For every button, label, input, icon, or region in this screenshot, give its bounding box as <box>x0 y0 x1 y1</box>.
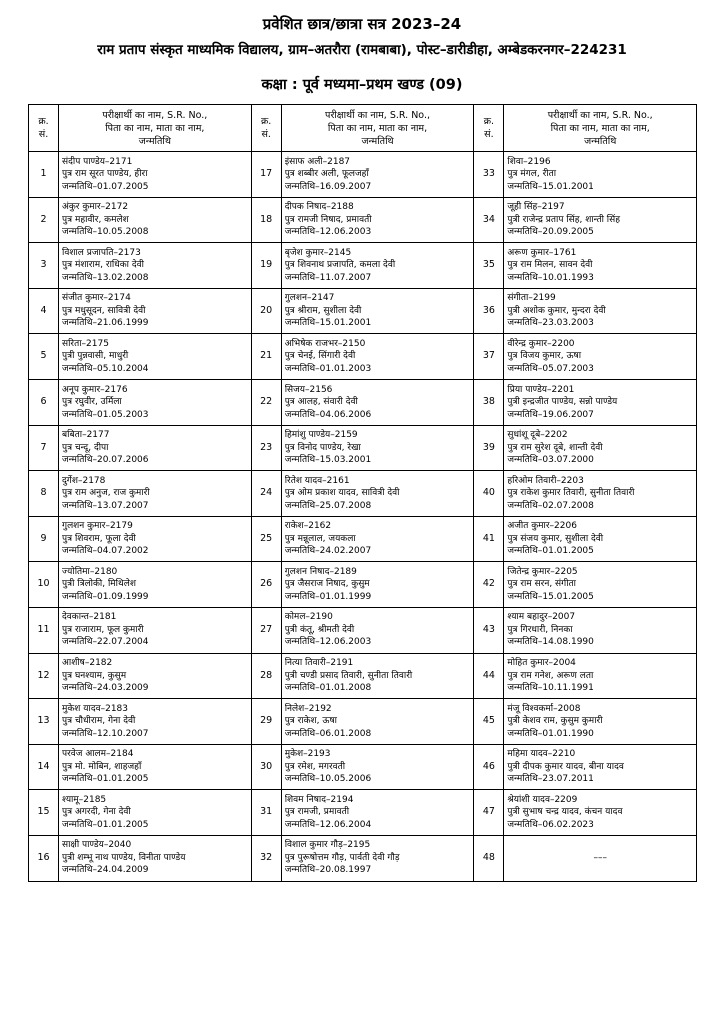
parent-names: पुत्र रामजी निषाद, प्रमावती <box>284 214 372 225</box>
birth-date: जन्मतिथि–04.06.2006 <box>284 409 372 420</box>
student-details <box>59 653 252 699</box>
student-name: निलेश–2192 <box>284 703 332 714</box>
parent-names: पुत्र राकेश कुमार तिवारी, सुनीता तिवारी <box>507 488 635 499</box>
birth-date: जन्मतिथि–13.07.2007 <box>62 500 149 511</box>
parent-names: पुत्री सुभाष चन्द्र यादव, कंचन यादव <box>507 807 623 818</box>
details-header-line: परीक्षार्थी का नाम, S.R. No., <box>547 109 653 121</box>
serial-number: 21 <box>251 334 281 380</box>
details-header-line: जन्मतिथि <box>584 135 617 147</box>
parent-names: पुत्र ओम प्रकाश यादव, सावित्री देवी <box>284 488 400 499</box>
birth-date: जन्मतिथि–01.01.2003 <box>284 363 372 374</box>
student-details <box>504 562 697 608</box>
serial-number: 28 <box>251 653 281 699</box>
page-title: प्रवेशित छात्र/छात्रा सत्र 2023–24 <box>262 15 462 33</box>
parent-names: पुत्र मंगल, रीता <box>507 169 557 180</box>
student-details <box>59 243 252 289</box>
serial-header <box>474 105 504 152</box>
table-row <box>29 288 697 334</box>
birth-date: जन्मतिथि–23.07.2011 <box>507 774 594 785</box>
serial-number: 32 <box>251 835 281 881</box>
school-name: राम प्रताप संस्कृत माध्यमिक विद्यालय, ग्राम–अतरौरा (रामबाबा), पोस्ट–डारीडीहा, अम्बेडकरनगर–224231 <box>97 42 627 58</box>
serial-header-line: क्र. <box>261 116 272 127</box>
student-name: सुधांशू दूबे–2202 <box>507 430 568 441</box>
serial-number: 33 <box>474 152 504 198</box>
student-details <box>281 516 474 562</box>
parent-names: पुत्री दीपक कुमार यादव, बीना यादव <box>507 761 624 772</box>
student-name: श्यामू–2185 <box>62 794 107 805</box>
serial-number: 27 <box>251 607 281 653</box>
student-details <box>281 653 474 699</box>
details-header <box>281 105 474 152</box>
student-name: साक्षी पाण्डेय–2040 <box>62 840 132 851</box>
birth-date: जन्मतिथि–24.02.2007 <box>284 546 372 557</box>
student-details <box>504 379 697 425</box>
birth-date: जन्मतिथि–12.06.2003 <box>284 227 372 238</box>
student-name: देवकान्त–2181 <box>62 612 117 623</box>
student-details <box>281 562 474 608</box>
serial-number: 12 <box>29 653 59 699</box>
birth-date: जन्मतिथि–24.03.2009 <box>62 683 149 694</box>
student-details <box>59 790 252 836</box>
birth-date: जन्मतिथि–06.02.2023 <box>507 819 594 830</box>
serial-number: 1 <box>29 152 59 198</box>
student-name: बृजेश कुमार–2145 <box>284 247 352 258</box>
parent-names: पुत्री कंतू, श्रीमती देवी <box>284 624 355 635</box>
student-details <box>504 744 697 790</box>
serial-number: 45 <box>474 699 504 745</box>
student-name: कोमल–2190 <box>284 612 333 623</box>
table-row <box>29 744 697 790</box>
student-name: वीरेन्द्र कुमार–2200 <box>507 338 575 349</box>
serial-number: 16 <box>29 835 59 881</box>
birth-date: जन्मतिथि–20.08.1997 <box>284 865 372 876</box>
table-row <box>29 699 697 745</box>
serial-number: 25 <box>251 516 281 562</box>
student-name: संदीप पाण्डेय–2171 <box>62 156 133 167</box>
student-name: ज्योतिमा–2180 <box>62 566 118 577</box>
serial-number: 39 <box>474 425 504 471</box>
student-details <box>504 607 697 653</box>
student-details <box>504 699 697 745</box>
table-row <box>29 790 697 836</box>
parent-names: पुत्र जैसराज निषाद, कुसुम <box>284 579 370 590</box>
student-name: परवेज आलम–2184 <box>62 749 134 760</box>
table-row <box>29 152 697 198</box>
student-name: संजीत कुमार–2174 <box>62 293 131 304</box>
details-header <box>59 105 252 152</box>
parent-names: पुत्र रामजी, प्रमावती <box>284 807 350 818</box>
birth-date: जन्मतिथि–11.07.2007 <box>284 272 372 283</box>
serial-header-line: क्र. <box>483 116 495 127</box>
table-row <box>29 379 697 425</box>
birth-date: जन्मतिथि–03.07.2000 <box>507 455 594 466</box>
student-name: शिवम निषाद–2194 <box>284 794 354 805</box>
student-details <box>281 744 474 790</box>
birth-date: जन्मतिथि–05.07.2003 <box>507 363 594 374</box>
student-name: गुलशन–2147 <box>284 293 335 304</box>
parent-names: पुत्र महावीर, कमलेश <box>62 214 129 225</box>
student-details <box>59 699 252 745</box>
serial-number: 9 <box>29 516 59 562</box>
student-name: जूही सिंह–2197 <box>507 202 565 213</box>
parent-names: पुत्र विनोद पाण्डेय, रेखा <box>284 442 361 453</box>
serial-number: 26 <box>251 562 281 608</box>
serial-number: 41 <box>474 516 504 562</box>
student-details <box>281 288 474 334</box>
student-name: प्रिया पाण्डेय–2201 <box>507 384 575 395</box>
parent-names: पुत्र राजाराम, फूल कुमारी <box>62 624 144 635</box>
table-row <box>29 197 697 243</box>
parent-names: पुत्र शिवनाथ प्रजापति, कमला देवी <box>284 260 396 271</box>
serial-number: 18 <box>251 197 281 243</box>
details-header-line: पिता का नाम, माता का नाम, <box>105 122 205 134</box>
details-header-line: परीक्षार्थी का नाम, S.R. No., <box>102 109 208 121</box>
birth-date: जन्मतिथि–10.05.2008 <box>62 227 149 238</box>
student-name: अंकुर कुमार–2172 <box>62 202 129 213</box>
birth-date: जन्मतिथि–10.05.2006 <box>284 774 372 785</box>
parent-names: ––– <box>593 852 607 863</box>
serial-number: 5 <box>29 334 59 380</box>
student-details <box>504 790 697 836</box>
student-details <box>59 607 252 653</box>
parent-names: पुत्र राम गनेश, अरूण लता <box>507 670 594 681</box>
parent-names: पुत्र अगरदी, गेना देवी <box>62 807 131 818</box>
table-row <box>29 607 697 653</box>
student-details <box>59 197 252 243</box>
student-name: विशाल प्रजापति–2173 <box>62 247 141 258</box>
student-name: हिमांशु पाण्डेय–2159 <box>284 430 358 441</box>
student-details <box>281 607 474 653</box>
parent-names: पुत्र मो. मोबिन, शाहजहाँ <box>62 761 142 772</box>
student-name: गुलशन निषाद–2189 <box>284 566 357 577</box>
details-header-line: जन्मतिथि <box>138 135 171 147</box>
serial-header-line: सं. <box>38 129 49 140</box>
student-details <box>281 699 474 745</box>
birth-date: जन्मतिथि–12.06.2003 <box>284 637 372 648</box>
student-details <box>504 152 697 198</box>
student-details <box>59 562 252 608</box>
birth-date: जन्मतिथि–25.07.2008 <box>284 500 372 511</box>
serial-number: 8 <box>29 471 59 517</box>
serial-number: 7 <box>29 425 59 471</box>
student-name: मोहित कुमार–2004 <box>507 658 576 669</box>
birth-date: जन्मतिथि–22.07.2004 <box>62 637 149 648</box>
student-name: राकेश–2162 <box>284 521 332 532</box>
parent-names: पुत्र घनश्याम, कुसुम <box>62 670 127 681</box>
student-name: रितेश यादव–2161 <box>284 475 350 486</box>
admission-table <box>28 104 697 882</box>
serial-number: 13 <box>29 699 59 745</box>
student-details <box>504 471 697 517</box>
student-details <box>281 197 474 243</box>
serial-header <box>29 105 59 152</box>
birth-date: जन्मतिथि–16.09.2007 <box>284 181 372 192</box>
serial-number: 38 <box>474 379 504 425</box>
class-label: कक्षा : पूर्व मध्यमा–प्रथम खण्ड (09) <box>261 77 463 93</box>
parent-names: पुत्र राकेश, ऊषा <box>284 716 337 727</box>
serial-number: 15 <box>29 790 59 836</box>
serial-number: 34 <box>474 197 504 243</box>
table-header-row <box>29 105 697 152</box>
serial-number: 46 <box>474 744 504 790</box>
serial-header <box>251 105 281 152</box>
student-details <box>59 288 252 334</box>
birth-date: जन्मतिथि–15.01.2005 <box>507 591 594 602</box>
student-name: अरूण कुमार–1761 <box>507 247 577 258</box>
table-row <box>29 425 697 471</box>
serial-number: 3 <box>29 243 59 289</box>
serial-header-line: सं. <box>484 129 494 140</box>
serial-number: 4 <box>29 288 59 334</box>
table-row <box>29 243 697 289</box>
student-details <box>504 197 697 243</box>
parent-names: पुत्र पुरूषोत्तम गौड़, पार्वती देवी गौड़ <box>284 852 400 863</box>
student-name: आशीष–2182 <box>62 658 113 669</box>
birth-date: जन्मतिथि–01.01.2008 <box>284 683 372 694</box>
student-name: दुर्गेश–2178 <box>62 475 106 486</box>
parent-names: पुत्र राम सूरत पाण्डेय, हीरा <box>62 169 148 180</box>
serial-number: 40 <box>474 471 504 517</box>
serial-header-line: क्र. <box>38 116 49 127</box>
parent-names: पुत्र शिवराम, फूला देवी <box>62 533 136 544</box>
birth-date: जन्मतिथि–01.01.1999 <box>284 591 372 602</box>
birth-date: जन्मतिथि–05.10.2004 <box>62 363 149 374</box>
student-details <box>59 471 252 517</box>
student-details <box>504 243 697 289</box>
birth-date: जन्मतिथि–04.07.2002 <box>62 546 149 557</box>
birth-date: जन्मतिथि–01.07.2005 <box>62 181 149 192</box>
parent-names: पुत्र राम अनुज, राज कुमारी <box>62 488 150 499</box>
table-row <box>29 516 697 562</box>
student-name: शिवा–2196 <box>507 156 551 167</box>
table-row <box>29 835 697 881</box>
student-details <box>504 653 697 699</box>
serial-number: 6 <box>29 379 59 425</box>
birth-date: जन्मतिथि–01.01.2005 <box>62 774 149 785</box>
birth-date: जन्मतिथि–20.09.2005 <box>507 227 594 238</box>
details-header-line: परीक्षार्थी का नाम, S.R. No., <box>325 109 430 121</box>
parent-names: पुत्री त्रिलोकी, मिथिलेश <box>62 579 136 590</box>
student-details <box>59 334 252 380</box>
birth-date: जन्मतिथि–12.06.2004 <box>284 819 372 830</box>
table-row <box>29 471 697 517</box>
student-details <box>59 425 252 471</box>
details-header-line: जन्मतिथि <box>361 135 394 147</box>
student-details <box>59 835 252 881</box>
serial-number: 11 <box>29 607 59 653</box>
student-details <box>281 152 474 198</box>
parent-names: पुत्र मंशाराम, राधिका देवी <box>62 260 144 271</box>
parent-names: पुत्री इन्द्रजीत पाण्डेय, सन्नो पाण्डेय <box>507 397 618 408</box>
birth-date: जन्मतिथि–19.06.2007 <box>507 409 594 420</box>
birth-date: जन्मतिथि–15.01.2001 <box>507 181 594 192</box>
student-details <box>504 516 697 562</box>
parent-names: पुत्र चौधीराम, गेना देवी <box>62 716 136 727</box>
parent-names: पुत्र रघुवीर, उर्मिला <box>62 397 122 408</box>
student-name: बबिता–2177 <box>62 430 110 441</box>
birth-date: जन्मतिथि–13.02.2008 <box>62 272 149 283</box>
serial-number: 35 <box>474 243 504 289</box>
birth-date: जन्मतिथि–10.11.1991 <box>507 683 594 694</box>
details-header-line: पिता का नाम, माता का नाम, <box>550 122 650 134</box>
serial-number: 10 <box>29 562 59 608</box>
serial-header-line: सं. <box>261 129 271 140</box>
serial-number: 48 <box>474 835 504 881</box>
parent-names: पुत्री अशोक कुमार, मुन्दरा देवी <box>507 305 606 316</box>
parent-names: पुत्री राजेन्द्र प्रताप सिंह, शान्ती सिंह <box>507 214 620 225</box>
parent-names: पुत्र संजय कुमार, सुशीला देवी <box>507 533 604 544</box>
birth-date: जन्मतिथि–24.04.2009 <box>62 865 149 876</box>
student-name: महिमा यादव–2210 <box>507 749 576 760</box>
birth-date: जन्मतिथि–12.10.2007 <box>62 728 149 739</box>
parent-names: पुत्री केशव राम, कुसुम कुमारी <box>507 716 603 727</box>
student-name: मंजू विश्वकर्मा–2008 <box>507 703 581 714</box>
student-details <box>281 379 474 425</box>
parent-names: पुत्री पुन्नवासी, माधुरी <box>62 351 129 362</box>
parent-names: पुत्र राम मिलन, सावन देवी <box>507 260 593 271</box>
student-name: हरिओम तिवारी–2203 <box>507 475 584 486</box>
student-name: मुकेश यादव–2183 <box>62 703 129 714</box>
student-name: इंसाफ अली–2187 <box>284 156 351 167</box>
parent-names: पुत्र रमेश, मगरवती <box>284 761 346 772</box>
birth-date: जन्मतिथि–02.07.2008 <box>507 500 594 511</box>
details-header <box>504 105 697 152</box>
student-details <box>281 790 474 836</box>
parent-names: पुत्री शम्भू नाथ पाण्डेय, विनीता पाण्डेय <box>62 852 186 863</box>
birth-date: जन्मतिथि–20.07.2006 <box>62 455 149 466</box>
table-body <box>29 152 697 882</box>
parent-names: पुत्र राम सरन, संगीता <box>507 579 576 590</box>
parent-names: पुत्र मधुसूदन, सावित्री देवी <box>62 305 146 316</box>
student-name: श्याम बहादुर–2007 <box>507 612 576 623</box>
student-details <box>59 152 252 198</box>
serial-number: 23 <box>251 425 281 471</box>
birth-date: जन्मतिथि–21.06.1999 <box>62 318 149 329</box>
birth-date: जन्मतिथि–14.08.1990 <box>507 637 594 648</box>
details-header-line: पिता का नाम, माता का नाम, <box>327 122 428 134</box>
parent-names: पुत्र श्रीराम, सुशीला देवी <box>284 305 362 316</box>
birth-date: जन्मतिथि–01.01.2005 <box>62 819 149 830</box>
birth-date: जन्मतिथि–10.01.1993 <box>507 272 594 283</box>
serial-number: 2 <box>29 197 59 243</box>
serial-number: 20 <box>251 288 281 334</box>
student-name: दीपक निषाद–2188 <box>284 202 354 213</box>
serial-number: 37 <box>474 334 504 380</box>
student-name: गुलशन कुमार–2179 <box>62 521 133 532</box>
parent-names: पुत्र विजय कुमार, ऊषा <box>507 351 582 362</box>
serial-number: 36 <box>474 288 504 334</box>
student-name: संगीता–2199 <box>507 293 556 304</box>
student-name: सरिता–2175 <box>62 338 109 349</box>
serial-number: 29 <box>251 699 281 745</box>
parent-names: पुत्र शब्बीर अली, फूलजहाँ <box>284 169 369 180</box>
student-details <box>59 744 252 790</box>
parent-names: पुत्र चन्दू, दीपा <box>62 442 109 453</box>
birth-date: जन्मतिथि–01.09.1999 <box>62 591 149 602</box>
serial-number: 43 <box>474 607 504 653</box>
birth-date: जन्मतिथि–15.03.2001 <box>284 455 372 466</box>
parent-names: पुत्र राम सुरेश दूबे, शान्ती देवी <box>507 442 603 453</box>
parent-names: पुत्र मन्नूलाल, जयकला <box>284 533 356 544</box>
birth-date: जन्मतिथि–23.03.2003 <box>507 318 594 329</box>
student-details <box>281 425 474 471</box>
serial-number: 44 <box>474 653 504 699</box>
student-name: जितेन्द्र कुमार–2205 <box>507 566 578 577</box>
birth-date: जन्मतिथि–15.01.2001 <box>284 318 372 329</box>
student-name: नित्या तिवारी–2191 <box>284 658 354 669</box>
serial-number: 24 <box>251 471 281 517</box>
student-name: अजीत कुमार–2206 <box>507 521 577 532</box>
student-details <box>504 835 697 881</box>
serial-number: 47 <box>474 790 504 836</box>
student-details <box>504 288 697 334</box>
parent-names: पुत्र गिरधारी, निनका <box>507 624 573 635</box>
student-details <box>59 516 252 562</box>
student-details <box>281 334 474 380</box>
student-name: विशाल कुमार गौड़–2195 <box>284 840 371 851</box>
student-name: श्रेयांशी यादव–2209 <box>507 794 578 805</box>
student-details <box>281 835 474 881</box>
serial-number: 31 <box>251 790 281 836</box>
parent-names: पुत्र आलह, संवारी देवी <box>284 397 358 408</box>
student-details <box>59 379 252 425</box>
table-row <box>29 562 697 608</box>
serial-number: 30 <box>251 744 281 790</box>
student-name: सिजय–2156 <box>284 384 333 395</box>
birth-date: जन्मतिथि–01.05.2003 <box>62 409 149 420</box>
serial-number: 42 <box>474 562 504 608</box>
serial-number: 17 <box>251 152 281 198</box>
student-name: मुकेश–2193 <box>284 749 331 760</box>
birth-date: जन्मतिथि–01.01.1990 <box>507 728 594 739</box>
parent-names: पुत्री चण्डी प्रसाद तिवारी, सुनीता तिवारी <box>284 670 413 681</box>
student-name: अनूप कुमार–2176 <box>62 384 128 395</box>
serial-number: 14 <box>29 744 59 790</box>
table-row <box>29 334 697 380</box>
student-details <box>281 243 474 289</box>
student-details <box>504 334 697 380</box>
serial-number: 22 <box>251 379 281 425</box>
table-row <box>29 653 697 699</box>
student-details <box>504 425 697 471</box>
birth-date: जन्मतिथि–06.01.2008 <box>284 728 372 739</box>
student-details <box>281 471 474 517</box>
parent-names: पुत्र चेनई, सिंगारी देवी <box>284 351 356 362</box>
serial-number: 19 <box>251 243 281 289</box>
birth-date: जन्मतिथि–01.01.2005 <box>507 546 594 557</box>
student-name: अभिषेक राजभर–2150 <box>284 338 366 349</box>
